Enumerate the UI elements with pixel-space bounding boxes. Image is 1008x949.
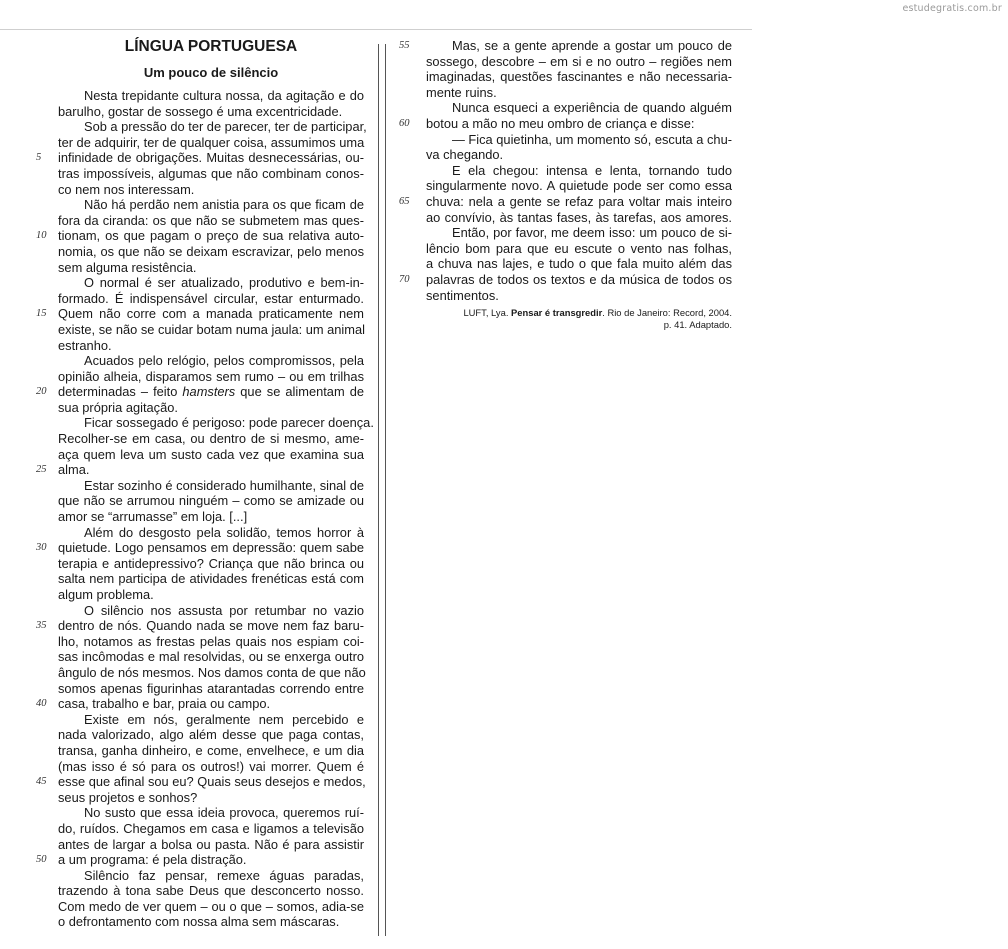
text-line bbox=[58, 681, 364, 697]
text-line bbox=[58, 759, 364, 775]
text-line bbox=[426, 54, 732, 70]
line-text: — Fica quietinha, um momento só, escuta a chu- bbox=[452, 131, 732, 147]
line-text: salta nem participa de atividades frenéticas está com bbox=[58, 571, 364, 587]
text-line bbox=[426, 241, 732, 257]
text-line bbox=[58, 837, 364, 853]
line-number: 30 bbox=[36, 542, 47, 554]
text-line bbox=[58, 431, 364, 447]
line-text: singularmente novo. A quietude pode ser como essa bbox=[426, 178, 732, 194]
line-number: 65 bbox=[399, 195, 410, 207]
text-line bbox=[58, 743, 364, 759]
text-line bbox=[58, 119, 367, 135]
line-text: Além do desgosto pela solidão, temos horror à bbox=[84, 524, 364, 540]
line-number: 45 bbox=[36, 776, 47, 788]
line-text: lho, notamos as frestas pelas quais nos espiam coi- bbox=[58, 633, 364, 649]
text-line bbox=[58, 493, 364, 509]
line-text: sua própria agitação. bbox=[58, 399, 178, 415]
line-text: alma. bbox=[58, 462, 90, 478]
text-line bbox=[426, 69, 732, 85]
line-text: Existe em nós, geralmente nem percebido e bbox=[84, 711, 364, 727]
text-line bbox=[58, 166, 364, 182]
line-text: Mas, se a gente aprende a gostar um pouco de bbox=[452, 38, 732, 53]
line-text: formado. É indispensável circular, estar enturmado. bbox=[58, 290, 364, 306]
line-number: 70 bbox=[399, 273, 410, 285]
text-line bbox=[426, 210, 732, 226]
line-number: 55 bbox=[399, 40, 410, 51]
line-number: 5 bbox=[36, 152, 42, 164]
line-text: E ela chegou: intensa e lenta, tornando tudo bbox=[452, 162, 732, 178]
right-text-body bbox=[399, 38, 732, 303]
line-text: O silêncio nos assusta por retumbar no vazio bbox=[84, 602, 364, 618]
line-text: que se alimentam de bbox=[235, 384, 364, 400]
line-text: (mas isso é só para os outros!) vai morrer. Quem é bbox=[58, 758, 364, 774]
text-line bbox=[36, 306, 364, 322]
line-text: transa, ganha dinheiro, e come, envelhece, e um dia bbox=[58, 742, 364, 758]
text-line bbox=[58, 338, 364, 354]
text-line bbox=[426, 132, 732, 148]
line-text: dentro de nós. Quando nada se move nem faz baru- bbox=[58, 618, 364, 634]
text-line bbox=[58, 603, 364, 619]
left-column bbox=[36, 38, 374, 930]
line-text: tionam, os que pagam o preço de sua relativa auto- bbox=[58, 228, 364, 244]
line-text: algum problema. bbox=[58, 587, 154, 602]
line-text: aça quem leva um susto cada vez que examina sua bbox=[58, 446, 364, 462]
line-text: ângulo de nós mesmos. Nos damos conta de que não bbox=[58, 664, 366, 680]
line-text: Sob a pressão do ter de parecer, ter de participar, bbox=[84, 119, 367, 135]
line-text: barulho, gostar de sossego é uma excentricidade. bbox=[58, 103, 343, 119]
text-line bbox=[399, 271, 732, 288]
line-text: que não se arrumou ninguém – como se amizade ou bbox=[58, 493, 364, 509]
line-text: O normal é ser atualizado, produtivo e bem-in- bbox=[84, 275, 364, 291]
line-text: determinadas – feito bbox=[58, 384, 183, 400]
line-text: Então, por favor, me deem isso: um pouco de si- bbox=[452, 225, 732, 241]
line-text: chuva: nela a gente se refaz para voltar mais inteiro bbox=[426, 193, 732, 209]
italic-word: hamsters bbox=[182, 384, 236, 400]
text-line bbox=[426, 256, 732, 272]
page-title: LÍNGUA PORTUGUESA bbox=[124, 38, 298, 55]
text-line bbox=[399, 193, 732, 210]
line-number: 35 bbox=[36, 620, 47, 632]
line-number: 10 bbox=[36, 230, 47, 242]
left-text-body bbox=[36, 88, 374, 930]
text-line bbox=[58, 883, 364, 899]
text-line bbox=[58, 135, 364, 151]
line-text: estranho. bbox=[58, 337, 112, 353]
text-line bbox=[58, 914, 364, 930]
text-line bbox=[58, 478, 364, 494]
text-line bbox=[58, 556, 364, 572]
text-line bbox=[426, 163, 732, 179]
line-text: Nesta trepidante cultura nossa, da agitação e do bbox=[84, 88, 364, 103]
text-line bbox=[58, 369, 364, 385]
line-text: sossego, descobre – em si e no outro – regiões nem bbox=[426, 53, 732, 69]
line-text: amor se “arrumasse” em loja. [...] bbox=[58, 509, 248, 525]
right-column bbox=[399, 38, 732, 331]
text-line bbox=[36, 228, 364, 244]
line-text: do, ruídos. Chegamos em casa e ligamos a televisão bbox=[58, 820, 364, 836]
line-text: ao convívio, às tantas fases, às tarefas, aos amores. bbox=[426, 209, 732, 225]
text-line bbox=[58, 260, 364, 276]
line-text: a um programa: é pela distração. bbox=[58, 852, 247, 868]
line-number: 20 bbox=[36, 386, 47, 398]
line-text: esse que afinal sou eu? Quais seus desejos e medos, bbox=[58, 774, 366, 790]
text-line bbox=[399, 38, 732, 54]
text-line bbox=[58, 244, 364, 260]
text-line bbox=[426, 225, 732, 241]
text-title: Um pouco de silêncio bbox=[143, 65, 279, 80]
text-line bbox=[58, 665, 364, 681]
line-text: sem alguma resistência. bbox=[58, 259, 197, 275]
text-line bbox=[58, 634, 364, 650]
line-number: 15 bbox=[36, 308, 47, 320]
text-line bbox=[426, 288, 732, 304]
line-text: mente ruins. bbox=[426, 84, 497, 100]
line-text: Silêncio faz pensar, remexe águas paradas, bbox=[84, 867, 364, 883]
text-line bbox=[58, 899, 364, 915]
text-line bbox=[58, 104, 364, 120]
line-text: Ficar sossegado é perigoso: pode parecer doença. bbox=[84, 415, 374, 431]
line-text: nomia, os que não se deixam escravizar, pelo menos bbox=[58, 243, 364, 259]
line-text: botou a mão no meu ombro de criança e disse: bbox=[426, 115, 695, 131]
line-text: No susto que essa ideia provoca, queremos ruí- bbox=[84, 805, 364, 821]
line-text: Quem não corre com a manada praticamente nem bbox=[58, 306, 364, 322]
text-line bbox=[58, 197, 364, 213]
line-text: o defrontamento com nossa alma sem máscaras. bbox=[58, 914, 340, 930]
line-text: imaginadas, questões fascinantes e não necessaria- bbox=[426, 69, 732, 85]
line-text: co nem nos interessam. bbox=[58, 181, 195, 197]
line-text: Nunca esqueci a experiência de quando alguém bbox=[452, 100, 732, 116]
column-divider bbox=[378, 44, 386, 936]
line-text: palavras de todos os textos e da música de todos os bbox=[426, 271, 732, 287]
line-text: seus projetos e sonhos? bbox=[58, 789, 198, 805]
text-line bbox=[36, 462, 364, 478]
source-citation bbox=[426, 307, 732, 331]
citation-book: Pensar é transgredir bbox=[511, 307, 603, 319]
text-line bbox=[58, 805, 364, 821]
text-line bbox=[426, 147, 732, 163]
line-text: somos apenas figurinhas atarantadas correndo entre bbox=[58, 680, 364, 696]
text-line bbox=[36, 696, 364, 712]
text-line bbox=[58, 821, 364, 837]
text-line bbox=[58, 509, 364, 525]
citation-line-2: p. 41. Adaptado. bbox=[663, 319, 732, 331]
text-line bbox=[58, 88, 364, 104]
text-line bbox=[36, 150, 364, 166]
text-line bbox=[36, 384, 364, 400]
text-line bbox=[58, 790, 364, 806]
line-text: lêncio bom para que eu escute o vento nas folhas, bbox=[426, 240, 732, 256]
line-text: nada valorizado, algo além desse que paga contas, bbox=[58, 727, 364, 743]
line-text: sentimentos. bbox=[426, 287, 499, 303]
text-line bbox=[426, 100, 732, 116]
line-text: Acuados pelo relógio, pelos compromissos, pela bbox=[84, 353, 364, 369]
text-line bbox=[58, 868, 364, 884]
text-line bbox=[58, 291, 364, 307]
text-line bbox=[58, 400, 364, 416]
text-line bbox=[58, 712, 364, 728]
citation-publisher: . Rio de Janeiro: Record, 2004. bbox=[602, 307, 732, 319]
text-line bbox=[58, 275, 364, 291]
line-text: sas incômodas e mal resolvidas, ou se enxerga outro bbox=[58, 649, 364, 665]
line-text: trazendo à tona sabe Deus que desconcerto nosso. bbox=[58, 883, 364, 899]
line-text: Recolher-se em casa, ou dentro de si mesmo, ame- bbox=[58, 431, 364, 447]
line-text: fora da ciranda: os que não se submetem mas ques- bbox=[58, 212, 364, 228]
text-line bbox=[36, 774, 366, 790]
line-text: infinidade de obrigações. Muitas desnecessárias, ou- bbox=[58, 150, 364, 166]
line-text: antes de largar a bolsa ou pasta. Não é para assistir bbox=[58, 836, 364, 852]
line-text: Com medo de ver quem – ou o que – somos, adia-se bbox=[58, 898, 364, 914]
site-watermark: estudegratis.com.br bbox=[902, 3, 1002, 14]
text-line bbox=[36, 618, 364, 634]
line-text: terapia e antidepressivo? Criança que não brinca ou bbox=[58, 555, 364, 571]
text-line bbox=[58, 415, 374, 431]
text-line bbox=[58, 353, 364, 369]
line-text: a chuva nas lajes, e tudo o que fala muito além das bbox=[426, 256, 732, 272]
text-line bbox=[36, 852, 364, 868]
line-number: 60 bbox=[399, 117, 410, 129]
text-line bbox=[426, 85, 732, 101]
text-line bbox=[58, 322, 364, 338]
line-text: va chegando. bbox=[426, 147, 504, 163]
line-number: 50 bbox=[36, 854, 47, 866]
text-line bbox=[58, 649, 364, 665]
line-text: casa, trabalho e bar, praia ou campo. bbox=[58, 696, 271, 712]
text-line bbox=[426, 178, 732, 194]
text-line bbox=[58, 182, 364, 198]
text-line bbox=[58, 571, 364, 587]
line-text: ter de adquirir, ter de qualquer coisa, assumimos uma bbox=[58, 134, 365, 150]
citation-line-1 bbox=[426, 307, 732, 319]
top-rule bbox=[0, 29, 752, 30]
citation-author: LUFT, Lya. bbox=[463, 307, 512, 319]
line-number: 25 bbox=[36, 464, 47, 476]
line-text: existe, se não se cuidar botam numa jaula: um animal bbox=[58, 321, 365, 337]
line-text: quietude. Logo pensamos em depressão: quem sabe bbox=[58, 540, 364, 556]
text-line bbox=[399, 115, 732, 132]
text-line bbox=[58, 447, 364, 463]
text-line bbox=[58, 587, 364, 603]
line-text: Estar sozinho é considerado humilhante, sinal de bbox=[84, 477, 364, 493]
text-line bbox=[36, 540, 364, 556]
line-number: 40 bbox=[36, 698, 47, 710]
line-text: opinião alheia, disparamos sem rumo – ou em trilhas bbox=[58, 368, 364, 384]
line-text: tras impossíveis, algumas que não combinam conos- bbox=[58, 165, 364, 181]
text-line bbox=[58, 213, 364, 229]
text-line bbox=[58, 525, 364, 541]
text-line bbox=[58, 727, 364, 743]
line-text: Não há perdão nem anistia para os que ficam de bbox=[84, 197, 364, 213]
